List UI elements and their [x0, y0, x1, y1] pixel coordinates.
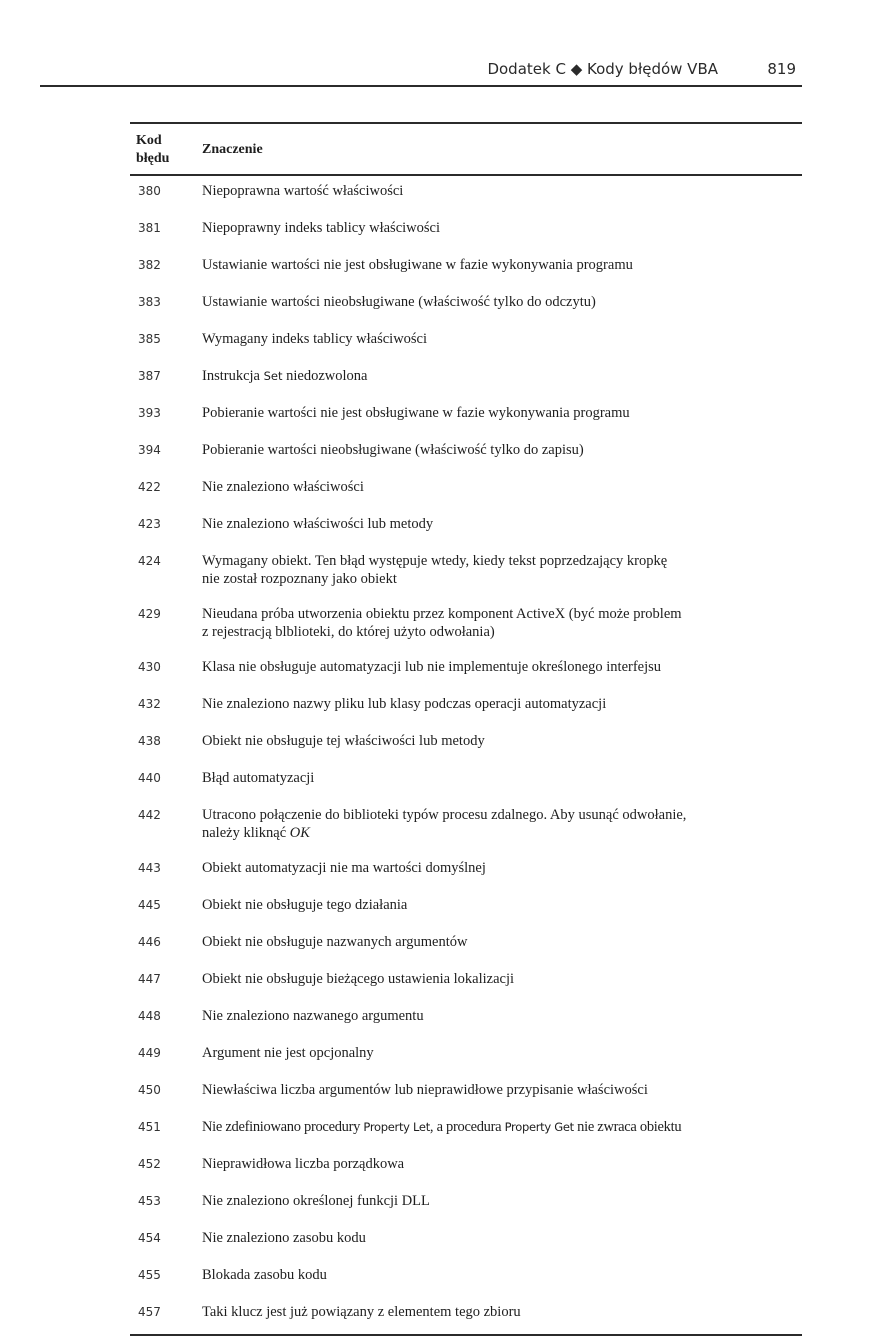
error-meaning: Taki klucz jest już powiązany z elementem tego zbioru — [202, 1304, 521, 1320]
table-row — [130, 726, 802, 763]
table-row — [130, 964, 802, 1001]
error-meaning: Nie znaleziono właściwości — [202, 479, 364, 495]
table-row — [130, 546, 802, 599]
table-row — [130, 509, 802, 546]
meaning-text: niedozwolona — [282, 368, 368, 384]
error-code: 424 — [138, 554, 161, 568]
table-row — [130, 324, 802, 361]
error-code: 440 — [138, 771, 161, 785]
error-code: 381 — [138, 221, 161, 235]
error-code: 380 — [138, 184, 161, 198]
error-code: 385 — [138, 332, 161, 346]
error-meaning: Pobieranie wartości nie jest obsługiwane w fazie wykonywania programu — [202, 405, 630, 421]
error-meaning — [202, 1118, 802, 1136]
error-meaning: Obiekt nie obsługuje bieżącego ustawienia lokalizacji — [202, 971, 515, 987]
error-meaning: Błąd automatyzacji — [202, 770, 315, 786]
error-code: 387 — [138, 369, 161, 383]
error-code: 438 — [138, 734, 161, 748]
error-code: 449 — [138, 1046, 161, 1060]
table-row — [130, 1075, 802, 1112]
table-row — [130, 287, 802, 324]
page-number: 819 — [767, 60, 796, 78]
table-row — [130, 1297, 802, 1334]
error-code: 445 — [138, 898, 161, 912]
table-row — [130, 398, 802, 435]
table-body — [130, 176, 802, 1336]
error-meaning: Nie znaleziono nazwanego argumentu — [202, 1008, 424, 1024]
column-header-code-line2: błędu — [136, 151, 170, 166]
error-meaning — [202, 552, 802, 588]
meaning-line: Nieudana próba utworzenia obiektu przez komponent ActiveX (być może problem — [202, 606, 682, 622]
error-meaning: Klasa nie obsługuje automatyzacji lub nie implementuje określonego interfejsu — [202, 659, 662, 675]
code-keyword: Set — [263, 369, 283, 383]
error-meaning — [202, 605, 802, 641]
meaning-text: , a procedura — [429, 1119, 505, 1135]
error-meaning: Nie znaleziono zasobu kodu — [202, 1230, 366, 1246]
table-row — [130, 472, 802, 509]
error-code: 454 — [138, 1231, 161, 1245]
error-code: 422 — [138, 480, 161, 494]
error-code: 453 — [138, 1194, 161, 1208]
error-meaning: Nie znaleziono właściwości lub metody — [202, 516, 434, 532]
error-code: 447 — [138, 972, 161, 986]
table-row — [130, 1186, 802, 1223]
table-row — [130, 853, 802, 890]
table-row — [130, 652, 802, 689]
error-code: 451 — [138, 1120, 161, 1134]
error-meaning: Niepoprawny indeks tablicy właściwości — [202, 220, 440, 236]
table-row — [130, 250, 802, 287]
error-meaning: Obiekt nie obsługuje nazwanych argumentów — [202, 934, 468, 950]
error-code: 457 — [138, 1305, 161, 1319]
column-header-meaning: Znaczenie — [202, 142, 263, 157]
meaning-line: nie został rozpoznany jako obiekt — [202, 571, 397, 587]
error-meaning: Obiekt nie obsługuje tej właściwości lub metody — [202, 733, 485, 749]
error-code: 442 — [138, 808, 161, 822]
table-row — [130, 763, 802, 800]
error-code: 455 — [138, 1268, 161, 1282]
error-meaning: Argument nie jest opcjonalny — [202, 1045, 374, 1061]
error-meaning: Ustawianie wartości nieobsługiwane (właściwość tylko do odczytu) — [202, 294, 596, 310]
meaning-text: Nie zdefiniowano procedury — [202, 1119, 364, 1135]
table-row — [130, 1223, 802, 1260]
running-header — [40, 58, 802, 84]
code-keyword: Property Let — [363, 1120, 430, 1134]
error-meaning: Obiekt automatyzacji nie ma wartości domyślnej — [202, 860, 486, 876]
error-code: 443 — [138, 861, 161, 875]
code-keyword: Property Get — [504, 1120, 574, 1134]
running-title: Dodatek C ◆ Kody błędów VBA — [487, 60, 718, 78]
error-code: 423 — [138, 517, 161, 531]
error-meaning: Blokada zasobu kodu — [202, 1267, 327, 1283]
error-meaning: Nie znaleziono nazwy pliku lub klasy podczas operacji automatyzacji — [202, 696, 607, 712]
error-code: 450 — [138, 1083, 161, 1097]
table-row — [130, 435, 802, 472]
table-top-rule — [130, 122, 802, 124]
error-code: 382 — [138, 258, 161, 272]
error-meaning: Niewłaściwa liczba argumentów lub nieprawidłowe przypisanie właściwości — [202, 1082, 648, 1098]
table-row — [130, 599, 802, 652]
error-meaning: Obiekt nie obsługuje tego działania — [202, 897, 408, 913]
table-row — [130, 800, 802, 853]
meaning-text: Instrukcja — [202, 368, 264, 384]
error-meaning: Niepoprawna wartość właściwości — [202, 183, 404, 199]
error-meaning — [202, 806, 802, 842]
error-meaning: Nie znaleziono określonej funkcji DLL — [202, 1193, 430, 1209]
table-row — [130, 1001, 802, 1038]
error-meaning — [202, 367, 802, 385]
table-row — [130, 176, 802, 213]
error-code: 452 — [138, 1157, 161, 1171]
table-row — [130, 1112, 802, 1149]
ok-emphasis: OK — [289, 825, 310, 841]
table-row — [130, 689, 802, 726]
table-row — [130, 361, 802, 398]
table-row — [130, 1260, 802, 1297]
header-rule — [40, 85, 802, 87]
column-header-code — [136, 132, 196, 168]
error-code: 429 — [138, 607, 161, 621]
error-code: 394 — [138, 443, 161, 457]
table-row — [130, 927, 802, 964]
table-row — [130, 1038, 802, 1075]
meaning-text: należy kliknąć — [202, 825, 290, 841]
table-row — [130, 890, 802, 927]
error-code: 448 — [138, 1009, 161, 1023]
error-meaning: Ustawianie wartości nie jest obsługiwane w fazie wykonywania programu — [202, 257, 633, 273]
table-row — [130, 213, 802, 250]
error-meaning: Wymagany indeks tablicy właściwości — [202, 331, 428, 347]
column-header-code-line1: Kod — [136, 133, 162, 148]
error-code: 393 — [138, 406, 161, 420]
meaning-line: z rejestracją blblioteki, do której użyto odwołania) — [202, 624, 495, 640]
error-code: 383 — [138, 295, 161, 309]
error-meaning: Nieprawidłowa liczba porządkowa — [202, 1156, 405, 1172]
table-row — [130, 1149, 802, 1186]
meaning-line — [202, 824, 792, 842]
meaning-text: nie zwraca obiektu — [573, 1119, 682, 1135]
error-meaning: Pobieranie wartości nieobsługiwane (właściwość tylko do zapisu) — [202, 442, 584, 458]
error-code: 432 — [138, 697, 161, 711]
error-code: 430 — [138, 660, 161, 674]
error-code: 446 — [138, 935, 161, 949]
meaning-line: Utracono połączenie do biblioteki typów procesu zdalnego. Aby usunąć odwołanie, — [202, 807, 687, 823]
meaning-line: Wymagany obiekt. Ten błąd występuje wtedy, kiedy tekst poprzedzający kropkę — [202, 553, 668, 569]
